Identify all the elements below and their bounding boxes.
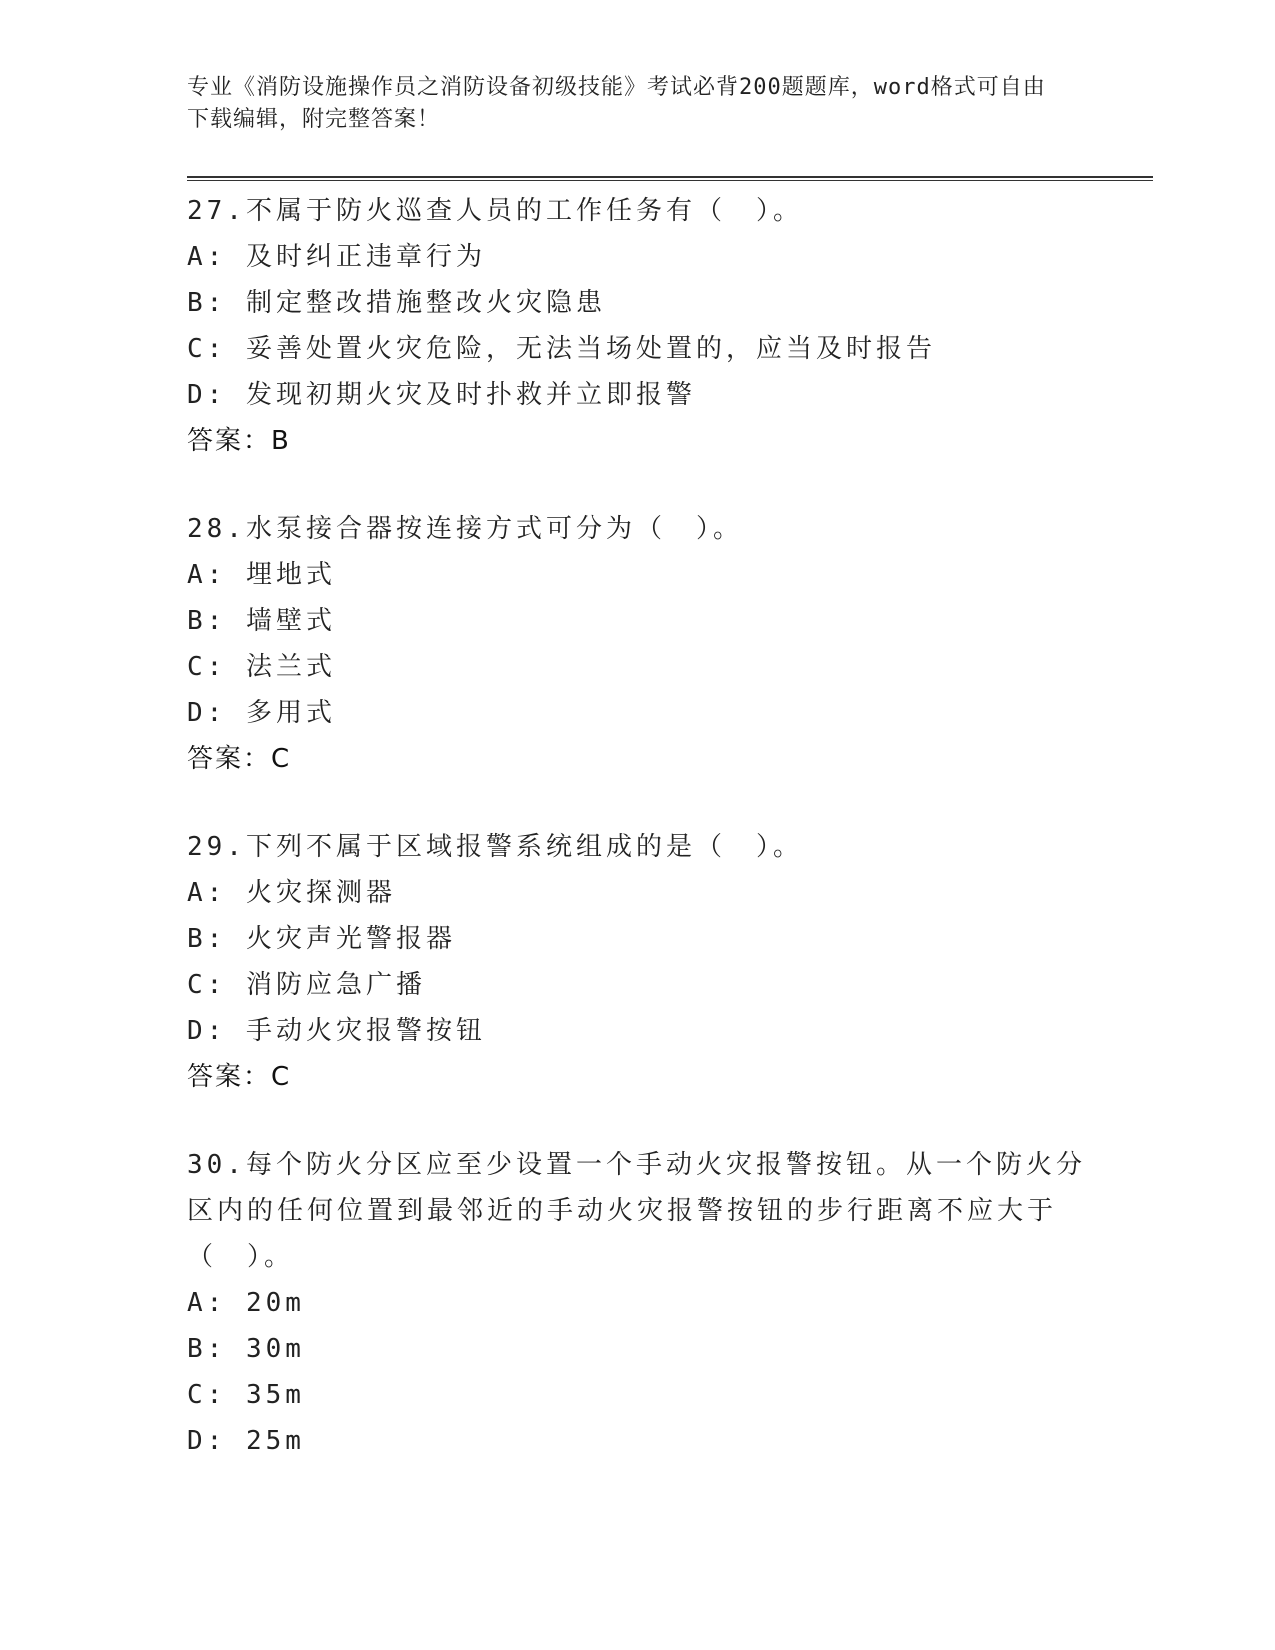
question-29 [187,824,1087,1100]
document-header: 专业《消防设施操作员之消防设备初级技能》考试必背200题题库，word格式可自由下载编辑，附完整答案！ [187,75,1046,132]
option-c: C: 35m [187,1380,305,1410]
option-d: D: 手动火灾报警按钮 [187,1016,486,1046]
option-a: A: 火灾探测器 [187,878,396,908]
option-a: A: 20m [187,1288,305,1318]
option-a: A: 埋地式 [187,560,336,590]
question-stem: 28.水泵接合器按连接方式可分为（ ）。 [187,514,743,544]
question-stem: 30.每个防火分区应至少设置一个手动火灾报警按钮。从一个防火分区内的任何位置到最邻近的手动火灾报警按钮的步行距离不应大于（ ）。 [187,1150,1086,1272]
question-stem: 27.不属于防火巡查人员的工作任务有（ ）。 [187,196,803,226]
option-d: D: 多用式 [187,698,336,728]
question-28 [187,506,1087,782]
option-d: D: 发现初期火灾及时扑救并立即报警 [187,380,696,410]
answer-label: 答案：C [187,744,292,774]
answer-label: 答案：C [187,1062,292,1092]
answer-label: 答案：B [187,426,291,456]
option-a: A: 及时纠正违章行为 [187,242,486,272]
option-b: B: 制定整改措施整改火灾隐患 [187,288,606,318]
option-b: B: 火灾声光警报器 [187,924,456,954]
option-c: C: 消防应急广播 [187,970,426,1000]
option-b: B: 墙壁式 [187,606,336,636]
question-30 [187,1142,1087,1464]
option-c: C: 妥善处置火灾危险，无法当场处置的，应当及时报告 [187,334,936,364]
option-b: B: 30m [187,1334,305,1364]
option-c: C: 法兰式 [187,652,336,682]
option-d: D: 25m [187,1426,305,1456]
header-divider [187,176,1153,181]
question-stem: 29.下列不属于区域报警系统组成的是（ ）。 [187,832,803,862]
question-27 [187,188,1087,464]
question-list [187,188,1087,1506]
